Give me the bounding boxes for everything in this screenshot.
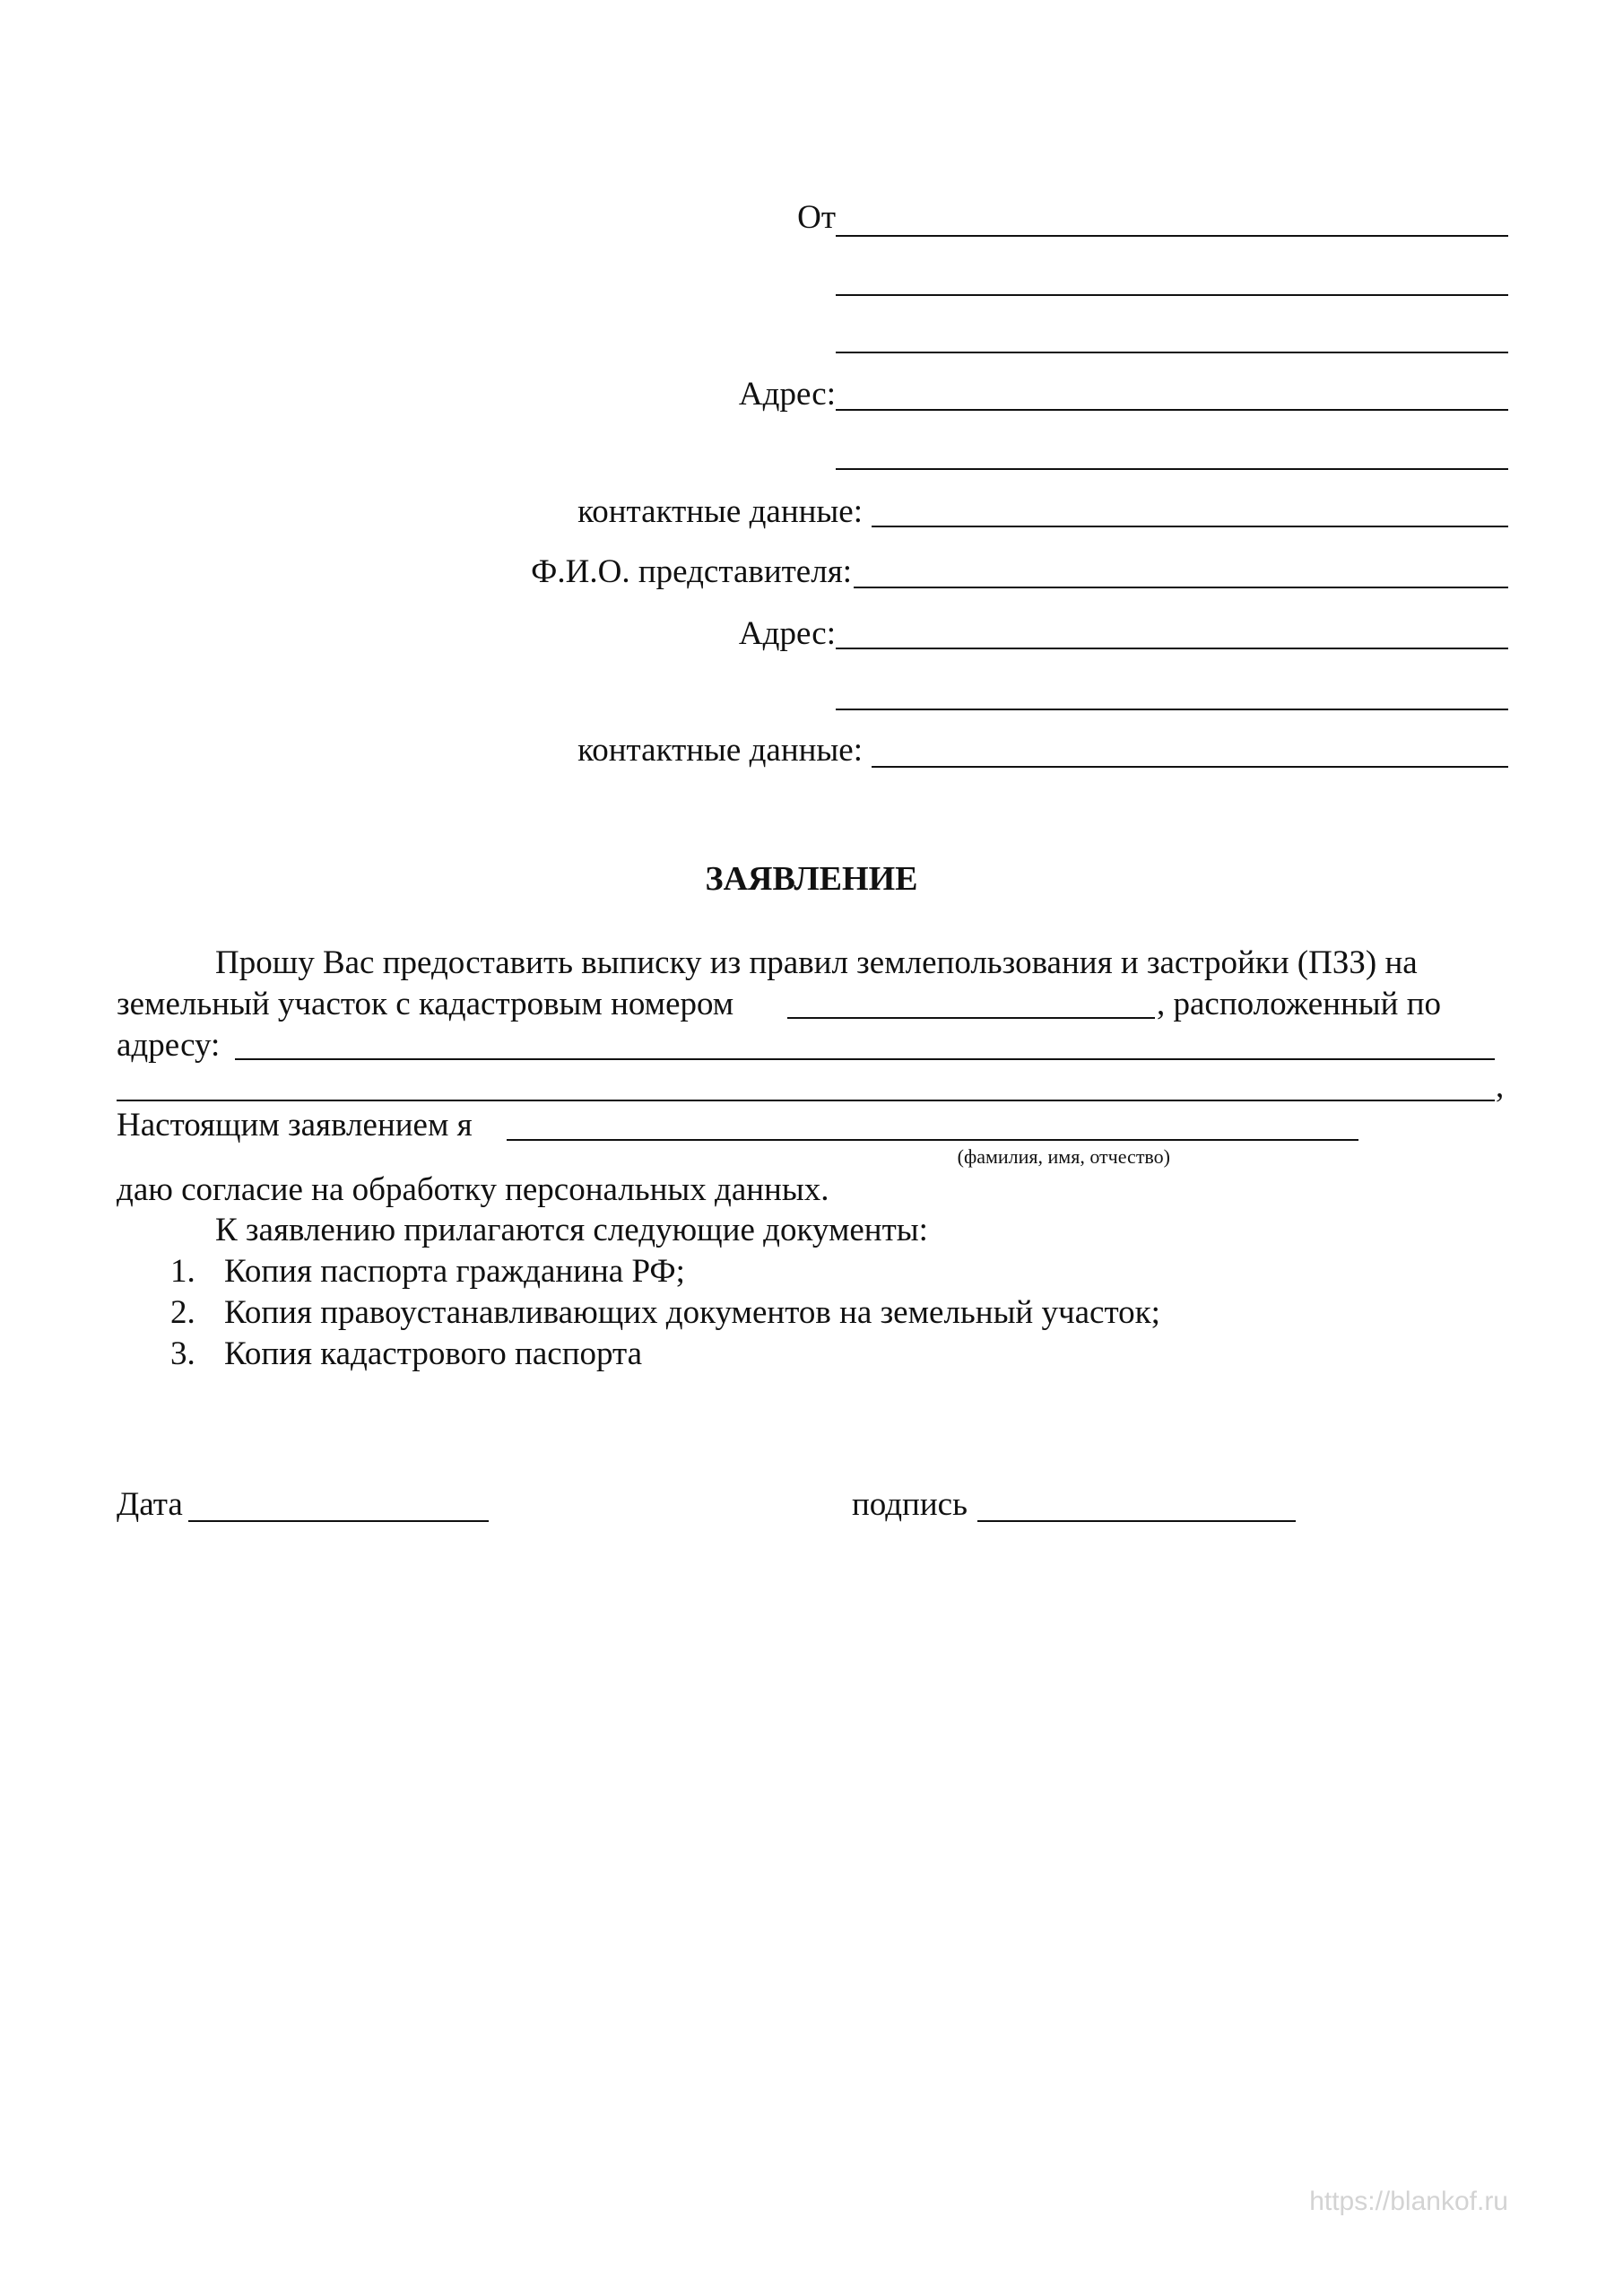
- body-line-4-end: ,: [1496, 1068, 1505, 1105]
- body-line-3-start: адресу:: [117, 1027, 221, 1064]
- address-label: Адрес:: [738, 376, 836, 413]
- date-field[interactable]: [188, 1520, 489, 1522]
- attachments-intro: К заявлению прилагаются следующие документы:: [215, 1212, 928, 1248]
- signature-field[interactable]: [977, 1520, 1296, 1522]
- list-item-number: 3.: [170, 1335, 195, 1372]
- from-field[interactable]: [836, 235, 1508, 237]
- list-item-text: Копия кадастрового паспорта: [224, 1335, 643, 1372]
- body-line-2-end: , расположенный по: [1157, 986, 1442, 1022]
- rep-address-label: Адрес:: [738, 615, 836, 652]
- contacts-field[interactable]: [872, 526, 1508, 527]
- representative-field[interactable]: [854, 587, 1508, 588]
- plot-address-field-line-2[interactable]: [117, 1100, 1495, 1101]
- plot-address-field[interactable]: [235, 1058, 1495, 1060]
- address-field-line-2[interactable]: [836, 468, 1508, 470]
- date-label: Дата: [117, 1486, 183, 1523]
- representative-label: Ф.И.О. представителя:: [531, 553, 852, 590]
- list-item-text: Копия паспорта гражданина РФ;: [224, 1253, 685, 1290]
- rep-contacts-field[interactable]: [872, 766, 1508, 768]
- rep-address-field-line-2[interactable]: [836, 709, 1508, 710]
- signature-label: подпись: [852, 1486, 968, 1523]
- document-title: ЗАЯВЛЕНИЕ: [705, 860, 918, 898]
- cadastral-number-field[interactable]: [787, 1017, 1155, 1019]
- rep-contacts-label: контактные данные:: [577, 732, 863, 769]
- address-field[interactable]: [836, 409, 1508, 411]
- contacts-label: контактные данные:: [577, 493, 863, 530]
- rep-address-field[interactable]: [836, 648, 1508, 649]
- list-item-number: 1.: [170, 1253, 195, 1290]
- from-field-line-3[interactable]: [836, 352, 1508, 353]
- from-field-line-2[interactable]: [836, 294, 1508, 296]
- list-item-number: 2.: [170, 1294, 195, 1331]
- body-line-2-start: земельный участок с кадастровым номером: [117, 986, 734, 1022]
- body-line-1: Прошу Вас предоставить выписку из правил землепользования и застройки (ПЗЗ) на: [215, 944, 1418, 981]
- from-label: От: [797, 199, 836, 236]
- consent-end: даю согласие на обработку персональных данных.: [117, 1171, 829, 1208]
- applicant-fio-field[interactable]: [507, 1139, 1358, 1141]
- watermark-link[interactable]: https://blankof.ru: [1309, 2187, 1508, 2216]
- consent-start: Настоящим заявлением я: [117, 1107, 473, 1144]
- fio-note: (фамилия, имя, отчество): [957, 1145, 1170, 1168]
- list-item-text: Копия правоустанавливающих документов на земельный участок;: [224, 1294, 1160, 1331]
